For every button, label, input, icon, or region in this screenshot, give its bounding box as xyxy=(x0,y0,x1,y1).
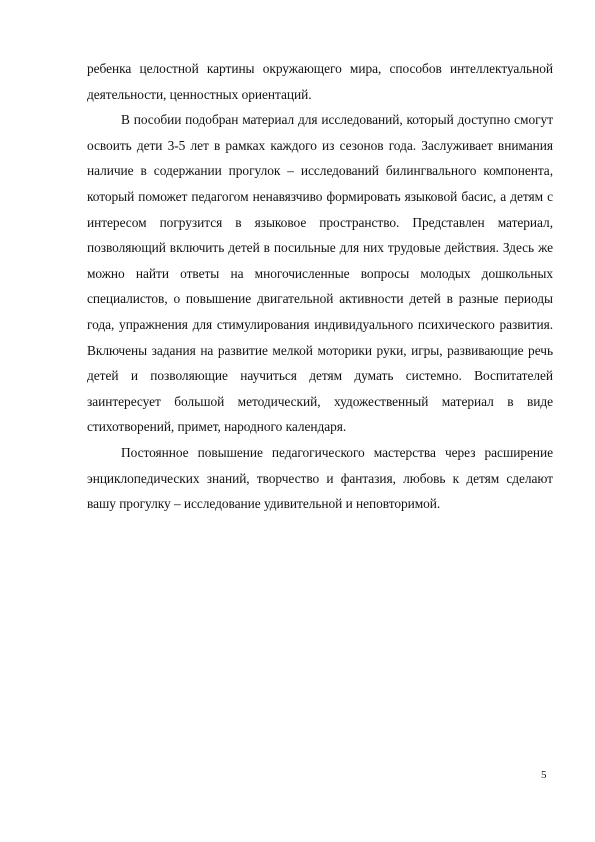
page-body xyxy=(87,56,553,517)
paragraph-manual-description: В пособии подобран материал для исследований, который доступно смогут освоить дети 3-5 лет в рамках каждого из сезонов года. Заслуживает внимания наличие в содержании прогулок – исследований билингвального компонента, который поможет педагогом ненавязчиво формировать языковой басис, а детям с интересом погрузится в языковое пространство. Представлен материал, позволяющий включить детей в посильные для них трудовые действия. Здесь же можно найти ответы на многочисленные вопросы молодых дошкольных специалистов, о повышение двигательной активности детей в разные периоды года, упражнения для стимулирования индивидуального психического развития. Включены задания на развитие мелкой моторики руки, игры, развивающие речь детей и позволяющие научиться детям думать системно. Воспитателей заинтересует большой методический, художественный материал в виде стихотворений, примет, народного календаря. xyxy=(87,112,553,435)
page-number: 5 xyxy=(541,769,547,781)
paragraph-conclusion: Постоянное повышение педагогического мастерства через расширение энциклопедических знаний, творчество и фантазия, любовь к детям сделают вашу прогулку – исследование удивительной и неповторимой. xyxy=(87,444,553,512)
paragraph-continuation: ребенка целостной картины окружающего мира, способов интеллектуальной деятельности, ценностных ориентаций. xyxy=(87,61,553,102)
